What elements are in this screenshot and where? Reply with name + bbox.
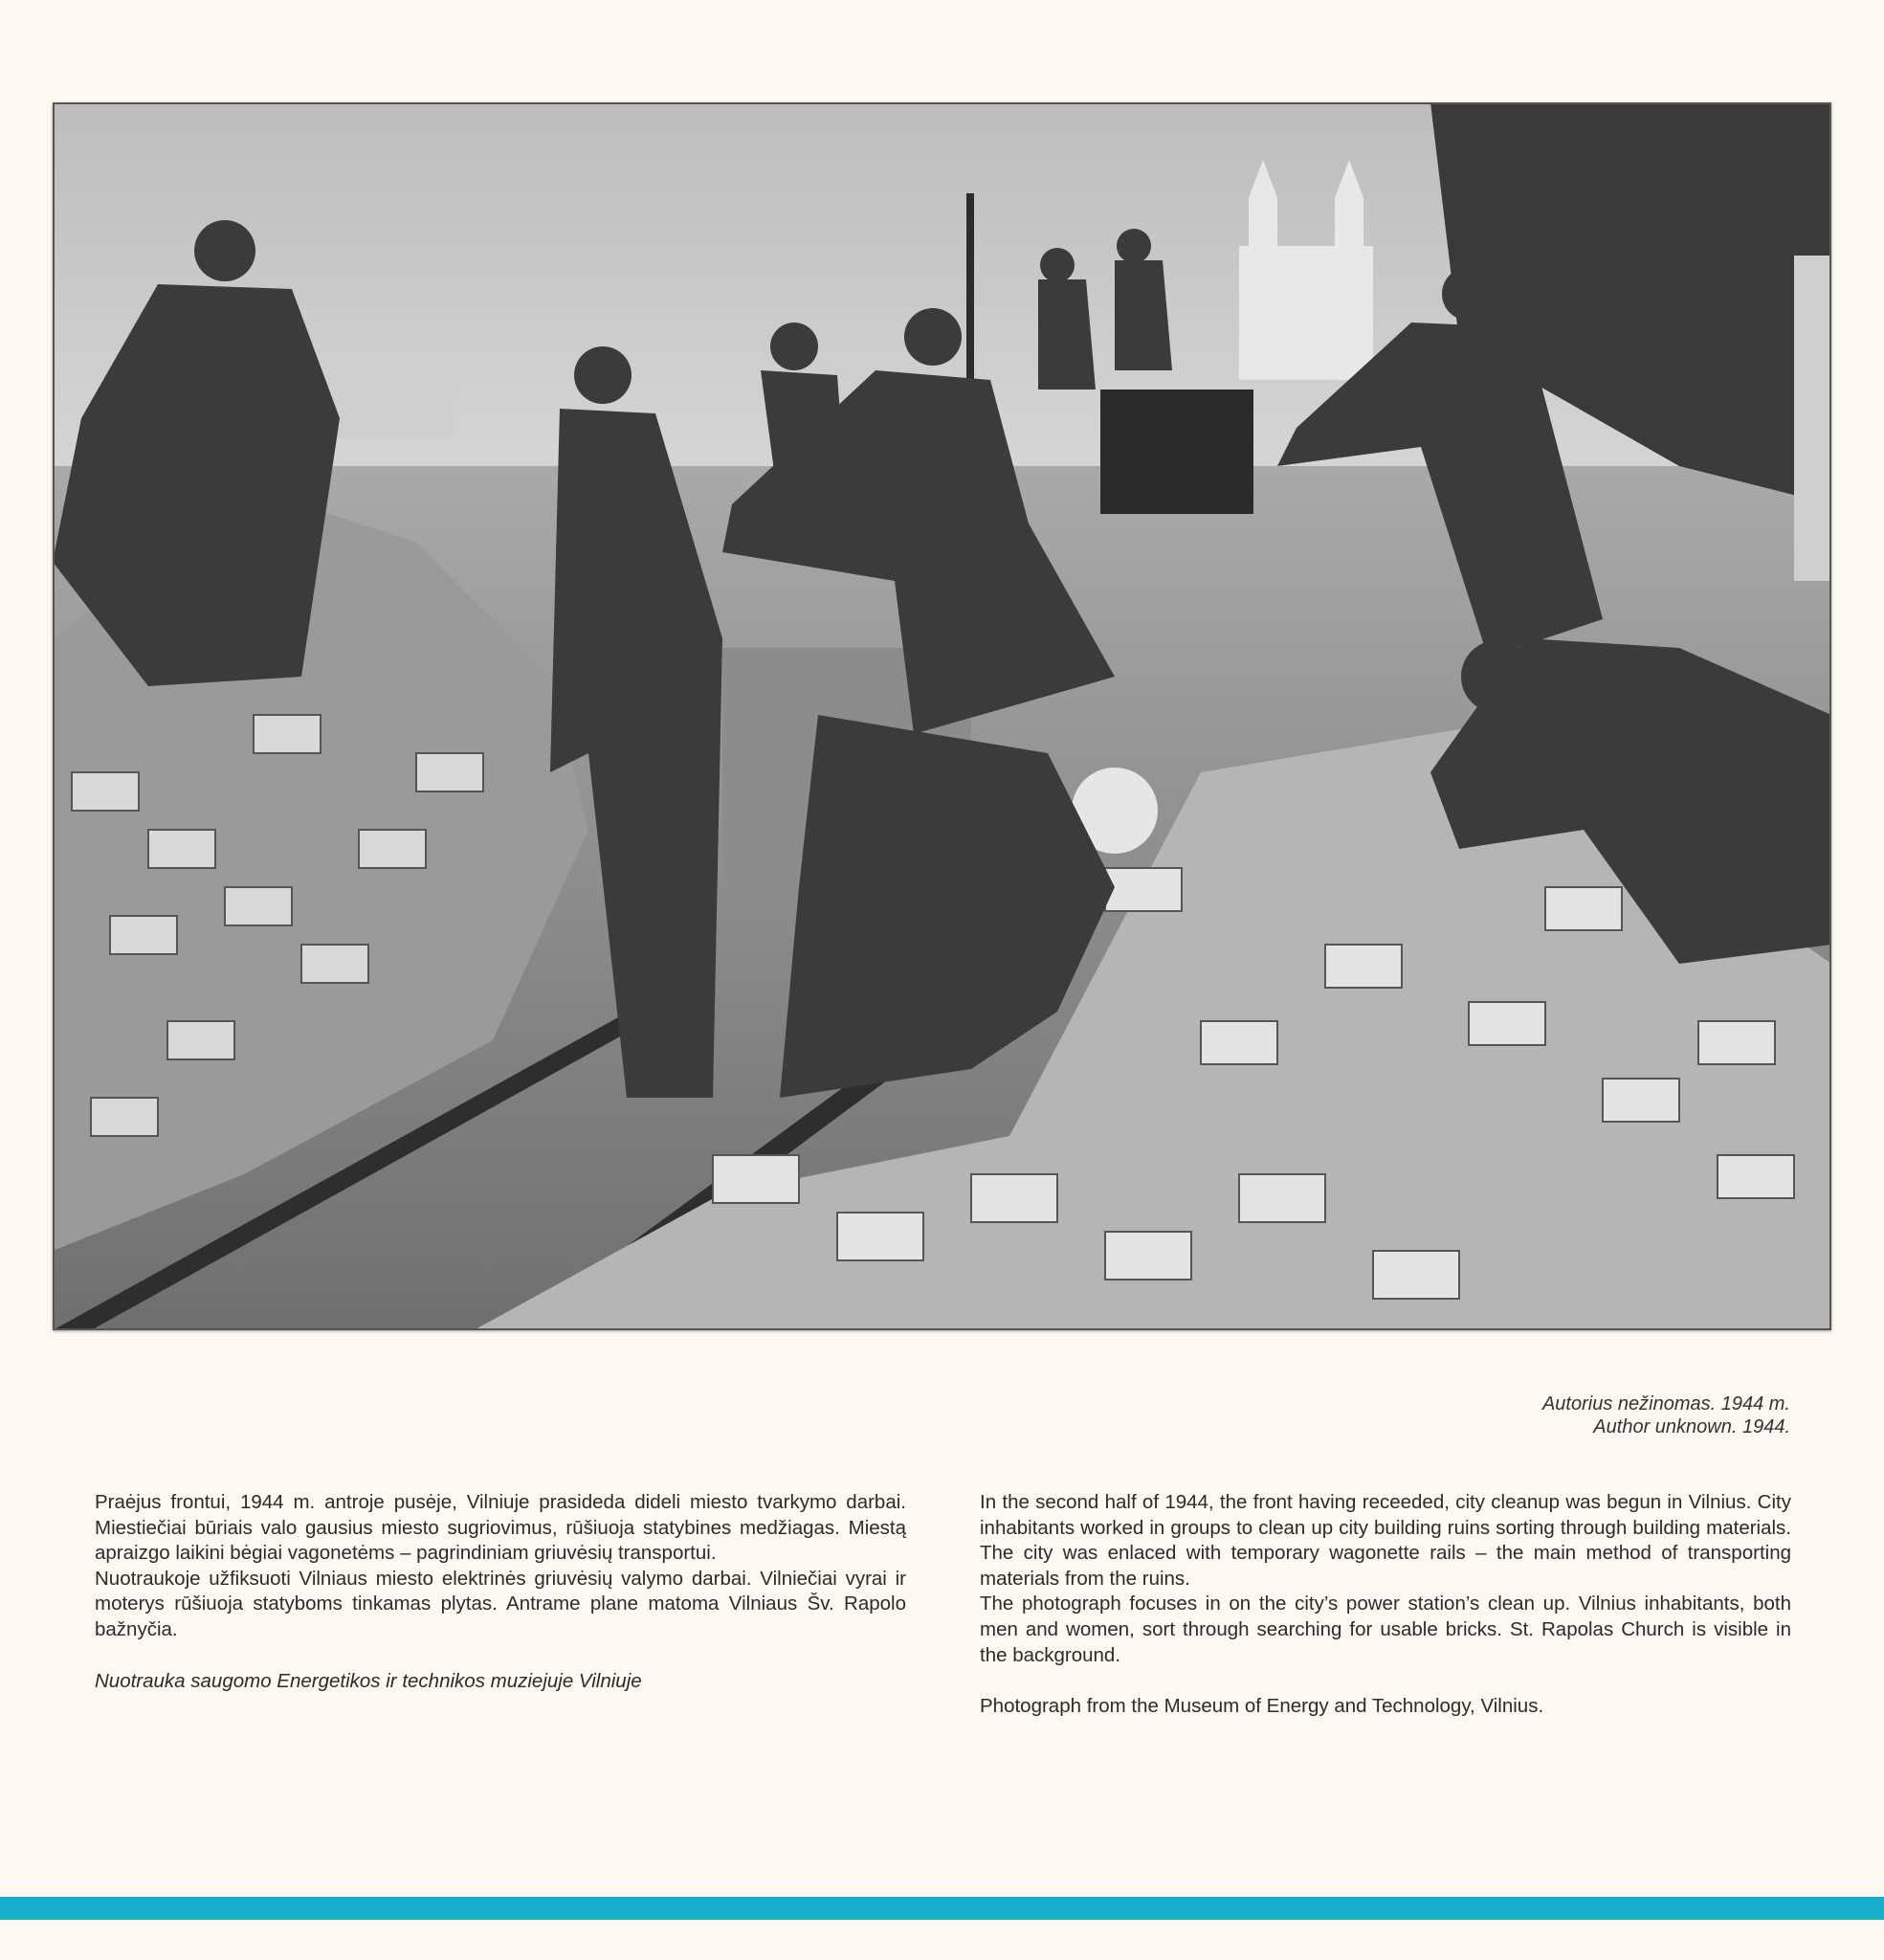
credit-lt: Autorius nežinomas. 1944 m.: [1541, 1393, 1790, 1414]
en-paragraph-2: The photograph focuses in on the city’s power station’s clean up. Vilnius inhabitants, both men and women, sort through searching for usable bricks. St. Rapolas Church is visible in the background.: [980, 1592, 1791, 1666]
lt-paragraph-2: Nuotraukoje užfiksuoti Vilniaus miesto elektrinės griuvėsių valymo darbai. Vilniečiai vyrai ir moterys rūšiuoja statyboms tinkamas plytas. Antrame plane matoma Vilniaus Šv. Rapolo bažnyčia.: [95, 1567, 906, 1640]
accent-bar: [0, 1897, 1884, 1920]
lt-photo-source: Nuotrauka saugomo Energetikos ir technikos muziejuje Vilniuje: [95, 1669, 642, 1692]
historical-photo: [53, 102, 1831, 1330]
lithuanian-text-column: [95, 1490, 906, 1694]
en-photo-source: Photograph from the Museum of Energy and Technology, Vilnius.: [980, 1695, 1544, 1718]
en-paragraph-1: In the second half of 1944, the front having receeded, city cleanup was begun in Vilnius. City inhabitants worked in groups to clean up city building ruins sorting through building materials. The city was enlaced with temporary wagonette rails – the main method of transporting materials from the ruins.: [980, 1491, 1791, 1590]
lt-paragraph-1: Praėjus frontui, 1944 m. antroje pusėje, Vilniuje prasideda dideli miesto tvarkymo darbai. Miestiečiai būriais valo gausius miesto sugriovimus, rūšiuoja statybines medžiagas. Miestą apraizgo laikini bėgiai vagonetėms – pagrindiniam griuvėsių transportui.: [95, 1491, 906, 1565]
photo-credit: [1542, 1392, 1790, 1438]
photo-placeholder-icon: [53, 102, 1831, 1330]
credit-en: Author unknown. 1944.: [1593, 1416, 1790, 1437]
english-text-column: [980, 1490, 1791, 1720]
